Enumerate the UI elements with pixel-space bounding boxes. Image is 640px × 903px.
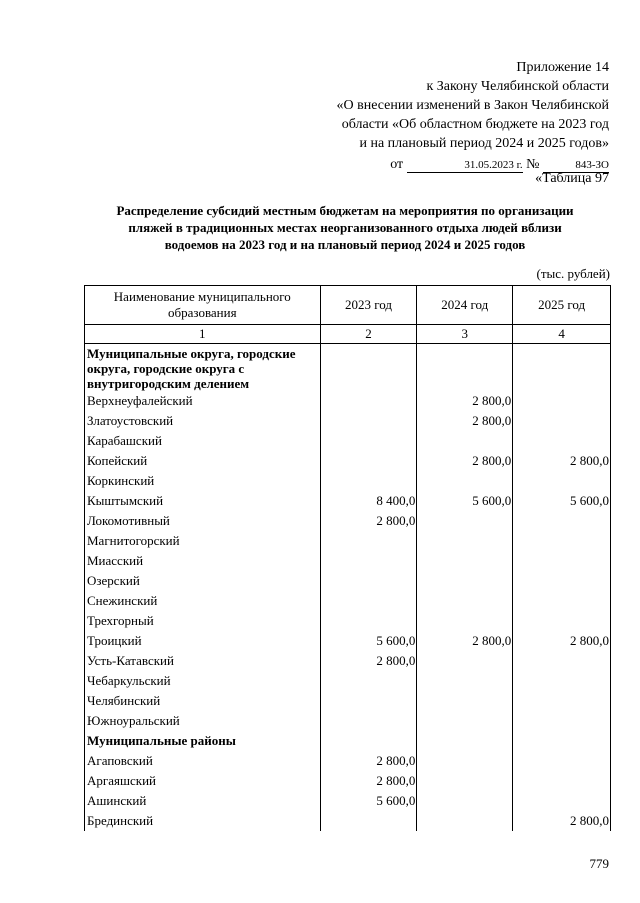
appendix-line: и на плановый период 2024 и 2025 годов» xyxy=(359,136,609,151)
municipality-name: Южноуральский xyxy=(85,711,321,731)
value-2024 xyxy=(417,471,513,491)
value-2025 xyxy=(513,531,611,551)
value-2023: 5 600,0 xyxy=(320,631,417,651)
title-line: Распределение субсидий местным бюджетам на мероприятия по организации xyxy=(116,203,574,218)
table-row xyxy=(85,631,611,651)
municipality-name: Агаповский xyxy=(85,751,321,771)
municipality-name: Локомотивный xyxy=(85,511,321,531)
column-number: 4 xyxy=(513,325,611,344)
value-2024: 2 800,0 xyxy=(417,411,513,431)
table-row xyxy=(85,751,611,771)
value-2023 xyxy=(320,591,417,611)
section-header-row xyxy=(85,731,611,751)
appendix-block xyxy=(337,58,610,174)
law-date: 31.05.2023 г. xyxy=(407,158,523,173)
section-title: Муниципальные округа, городские округа, городские округа с внутригородским делением xyxy=(85,344,321,392)
appendix-line: области «Об областном бюджете на 2023 год xyxy=(341,117,609,132)
table-row xyxy=(85,591,611,611)
municipality-name: Усть-Катавский xyxy=(85,651,321,671)
municipality-name: Снежинский xyxy=(85,591,321,611)
table-row xyxy=(85,691,611,711)
table-row xyxy=(85,651,611,671)
table-row xyxy=(85,451,611,471)
value-2023 xyxy=(320,551,417,571)
value-2025 xyxy=(513,471,611,491)
value-2024 xyxy=(417,751,513,771)
municipality-name: Златоустовский xyxy=(85,411,321,431)
value-2025: 2 800,0 xyxy=(513,451,611,471)
value-2023: 2 800,0 xyxy=(320,651,417,671)
value-2025: 2 800,0 xyxy=(513,811,611,831)
municipality-name: Троицкий xyxy=(85,631,321,651)
table-row xyxy=(85,791,611,811)
value-2024: 2 800,0 xyxy=(417,391,513,411)
table-row xyxy=(85,671,611,691)
value-2024 xyxy=(417,691,513,711)
header-2023: 2023 год xyxy=(320,286,417,325)
value-2023 xyxy=(320,611,417,631)
value-2025 xyxy=(513,651,611,671)
value-2025: 2 800,0 xyxy=(513,631,611,651)
municipality-name: Карабашский xyxy=(85,431,321,451)
value-2024: 2 800,0 xyxy=(417,451,513,471)
table-row xyxy=(85,551,611,571)
value-2024 xyxy=(417,671,513,691)
municipality-name: Ашинский xyxy=(85,791,321,811)
section-header-row xyxy=(85,344,611,392)
municipality-name: Верхнеуфалейский xyxy=(85,391,321,411)
subsidy-table xyxy=(84,285,611,831)
value-2023 xyxy=(320,391,417,411)
column-number: 1 xyxy=(85,325,321,344)
value-2024 xyxy=(417,771,513,791)
table-row xyxy=(85,571,611,591)
value-2023 xyxy=(320,711,417,731)
value-2023: 2 800,0 xyxy=(320,751,417,771)
municipality-name: Кыштымский xyxy=(85,491,321,511)
municipality-name: Коркинский xyxy=(85,471,321,491)
value-2025 xyxy=(513,751,611,771)
value-2025 xyxy=(513,671,611,691)
appendix-line: Приложение 14 xyxy=(516,60,609,75)
value-2024 xyxy=(417,571,513,591)
value-2024 xyxy=(417,651,513,671)
table-row xyxy=(85,411,611,431)
municipality-name: Чебаркульский xyxy=(85,671,321,691)
table-label: «Таблица 97 xyxy=(535,171,609,186)
value-2024 xyxy=(417,591,513,611)
municipality-name: Брединский xyxy=(85,811,321,831)
title-line: пляжей в традиционных местах неорганизованного отдыха людей вблизи xyxy=(128,220,562,235)
municipality-name: Копейский xyxy=(85,451,321,471)
value-2025 xyxy=(513,431,611,451)
value-2023: 2 800,0 xyxy=(320,771,417,791)
header-2025: 2025 год xyxy=(513,286,611,325)
municipality-name: Трехгорный xyxy=(85,611,321,631)
table-row xyxy=(85,431,611,451)
value-2025 xyxy=(513,411,611,431)
value-2025 xyxy=(513,391,611,411)
value-2025 xyxy=(513,551,611,571)
value-2024 xyxy=(417,811,513,831)
value-2023 xyxy=(320,451,417,471)
section-title: Муниципальные районы xyxy=(85,731,321,751)
value-2025 xyxy=(513,791,611,811)
value-2023: 2 800,0 xyxy=(320,511,417,531)
value-2025 xyxy=(513,591,611,611)
value-2023 xyxy=(320,411,417,431)
units-label: (тыс. рублей) xyxy=(536,266,610,281)
column-number: 3 xyxy=(417,325,513,344)
value-2023 xyxy=(320,811,417,831)
value-2024 xyxy=(417,431,513,451)
appendix-line: к Закону Челябинской области xyxy=(426,79,609,94)
municipality-name: Аргаяшский xyxy=(85,771,321,791)
value-2023: 5 600,0 xyxy=(320,791,417,811)
table-row xyxy=(85,391,611,411)
title-line: водоемов на 2023 год и на плановый период 2024 и 2025 годов xyxy=(164,237,526,252)
value-2024 xyxy=(417,711,513,731)
table-row xyxy=(85,811,611,831)
column-number-row xyxy=(85,325,611,344)
value-2025 xyxy=(513,771,611,791)
appendix-line: «О внесении изменений в Закон Челябинской xyxy=(336,98,609,113)
value-2025 xyxy=(513,711,611,731)
value-2023 xyxy=(320,431,417,451)
value-2025 xyxy=(513,511,611,531)
table-row xyxy=(85,491,611,511)
value-2024 xyxy=(417,791,513,811)
value-2023 xyxy=(320,531,417,551)
value-2024: 5 600,0 xyxy=(417,491,513,511)
value-2023: 8 400,0 xyxy=(320,491,417,511)
value-2025 xyxy=(513,611,611,631)
value-2023 xyxy=(320,571,417,591)
value-2024: 2 800,0 xyxy=(417,631,513,651)
municipality-name: Миасский xyxy=(85,551,321,571)
law-number: 843-ЗО xyxy=(543,158,609,173)
table-header-row xyxy=(85,286,611,325)
municipality-name: Магнитогорский xyxy=(85,531,321,551)
table-row xyxy=(85,611,611,631)
value-2023 xyxy=(320,691,417,711)
column-number: 2 xyxy=(320,325,417,344)
table-row xyxy=(85,711,611,731)
page-number: 779 xyxy=(589,856,609,871)
value-2023 xyxy=(320,471,417,491)
header-2024: 2024 год xyxy=(417,286,513,325)
table-row xyxy=(85,511,611,531)
value-2024 xyxy=(417,611,513,631)
value-2025 xyxy=(513,691,611,711)
table-row xyxy=(85,531,611,551)
value-2024 xyxy=(417,511,513,531)
municipality-name: Озерский xyxy=(85,571,321,591)
table-row xyxy=(85,471,611,491)
from-label: от xyxy=(390,157,404,172)
value-2023 xyxy=(320,671,417,691)
header-municipality: Наименование муниципального образования xyxy=(85,286,321,325)
number-label: № xyxy=(526,157,540,172)
value-2025: 5 600,0 xyxy=(513,491,611,511)
value-2024 xyxy=(417,551,513,571)
table-row xyxy=(85,771,611,791)
document-title xyxy=(80,202,610,253)
value-2025 xyxy=(513,571,611,591)
value-2024 xyxy=(417,531,513,551)
municipality-name: Челябинский xyxy=(85,691,321,711)
